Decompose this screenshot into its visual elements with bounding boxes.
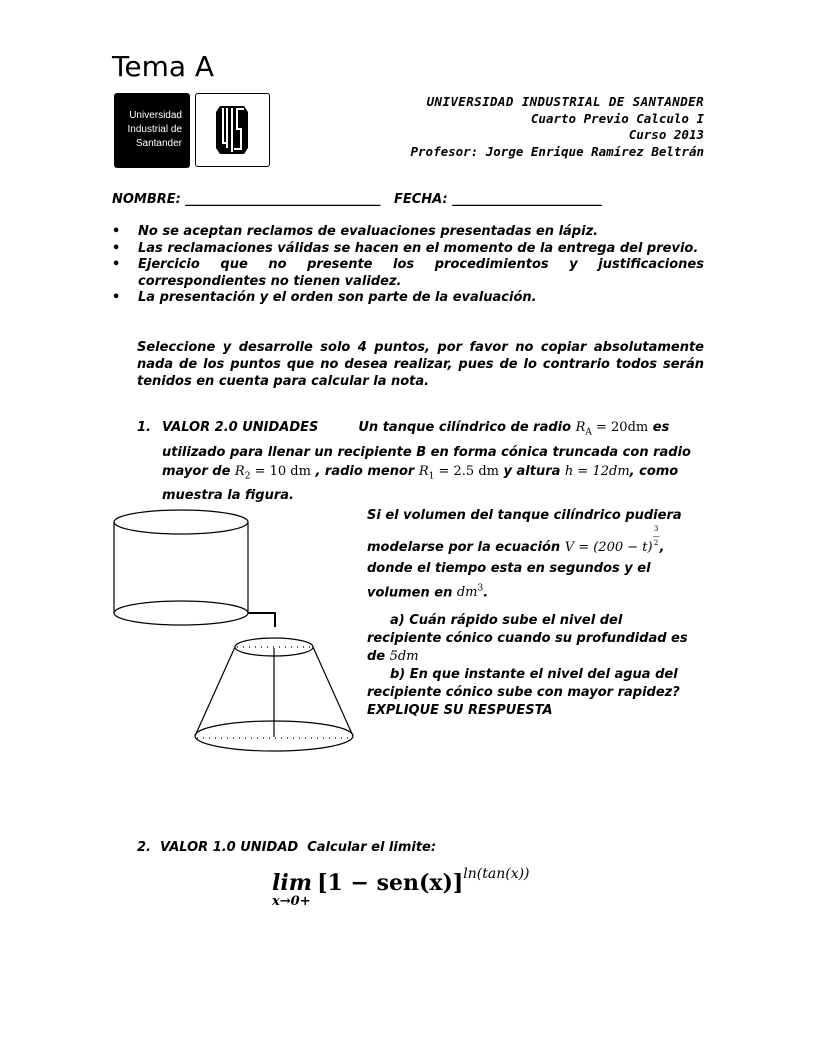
cone-left-edge <box>195 647 235 736</box>
rules-list <box>112 224 704 307</box>
question-value: VALOR 1.0 UNIDAD <box>160 840 299 855</box>
volume-equation: V = (200 − t) 3 — 2 <box>564 525 660 555</box>
question-text: y altura <box>498 463 565 479</box>
height-value: h = 12dm <box>564 463 630 479</box>
logo-text-line: Santander <box>135 138 182 149</box>
cone-right-edge <box>313 647 353 736</box>
question-text: , como muestra la figura. <box>162 463 679 504</box>
question-text: es utilizado para llenar un recipiente B en forma cónica truncada con radio mayor de <box>162 420 691 479</box>
question-number: 2. <box>137 840 151 855</box>
instructions-paragraph: Seleccione y desarrolle solo 4 puntos, por favor no copiar absolutamente nada de los puntos que no desea realizar, pues de lo contrario todos serán tenidos en cuenta para calcular la nota. <box>137 340 704 389</box>
explain-instruction: EXPLIQUE SU RESPUESTA <box>367 703 553 719</box>
question-text: Un tanque cilíndrico de radio <box>358 420 572 435</box>
question-1-details <box>367 505 697 720</box>
fecha-field[interactable]: _______________________ <box>452 192 602 207</box>
fecha-label: FECHA: <box>393 192 448 207</box>
logo-text-line: Universidad <box>129 110 182 121</box>
volume-unit: $dm^3$ <box>456 584 484 601</box>
question-value: VALOR 2.0 UNIDADES <box>162 420 319 435</box>
uis-shield-icon <box>196 94 268 165</box>
cylinder-bottom <box>114 601 248 625</box>
part-a: a) Cuán rápido sube el nivel del recipiente cónico cuando su profundidad es de 5dm <box>367 613 688 665</box>
question-text: , radio menor <box>310 463 419 479</box>
limit-base: [1 − sen(x)] <box>317 870 464 896</box>
student-info-line <box>112 192 602 207</box>
rule-item: • La presentación y el orden son parte de la evaluación. <box>112 290 704 307</box>
lim-subscript: x→0+ <box>272 894 311 909</box>
rule-item: • No se aceptan reclamos de evaluaciones presentadas en lápiz. <box>112 224 704 241</box>
radius-a: $R_A = 20dm$ <box>575 420 649 438</box>
part-b: b) En que instante el nivel del agua del recipiente cónico sube con mayor rapidez? <box>367 667 680 701</box>
logo-text-line: Industrial de <box>127 124 182 135</box>
sub-questions <box>367 612 697 720</box>
question-text: Calcular el limite: <box>307 840 437 855</box>
nombre-label: NOMBRE: <box>112 192 181 207</box>
radius-1: $R_1 = 2.5$ dm <box>418 463 499 482</box>
question-2 <box>137 840 436 855</box>
course-header <box>411 94 705 160</box>
volume-statement: Si el volumen del tanque cilíndrico pudiera modelarse por la ecuación V = (200 − t) 3 — 2 , donde el tiempo esta en segundos y el volumen en $dm^3$. <box>367 508 682 601</box>
professor-name: Profesor: Jorge Enrique Ramírez Beltrán <box>410 143 704 159</box>
rule-item: • Ejercicio que no presente los procedimientos y justificaciones correspondientes no tienen validez. <box>112 257 704 290</box>
exam-version-title: Tema A <box>112 50 215 83</box>
limit-expression <box>272 866 530 909</box>
question-1 <box>137 418 704 505</box>
question-number: 1. <box>137 420 151 435</box>
cylinder-top <box>114 510 248 534</box>
limit-exponent: ln(tan(x)) <box>463 866 530 882</box>
radius-2: $R_2 = 10$ dm <box>234 463 311 482</box>
uis-logo-mark <box>195 93 270 167</box>
connecting-pipe <box>248 613 275 627</box>
nombre-field[interactable]: ______________________________ <box>185 192 381 207</box>
university-logo-text <box>114 93 190 168</box>
exam-name: Cuarto Previo Calculo I <box>530 110 704 126</box>
rule-item: • Las reclamaciones válidas se hacen en el momento de la entrega del previo. <box>112 241 704 258</box>
tank-and-cone-figure <box>105 500 365 770</box>
university-name: UNIVERSIDAD INDUSTRIAL DE SANTANDER <box>426 94 704 109</box>
lim-operator: lim x→0+ <box>272 870 312 909</box>
course-year: Curso 2013 <box>628 127 704 142</box>
